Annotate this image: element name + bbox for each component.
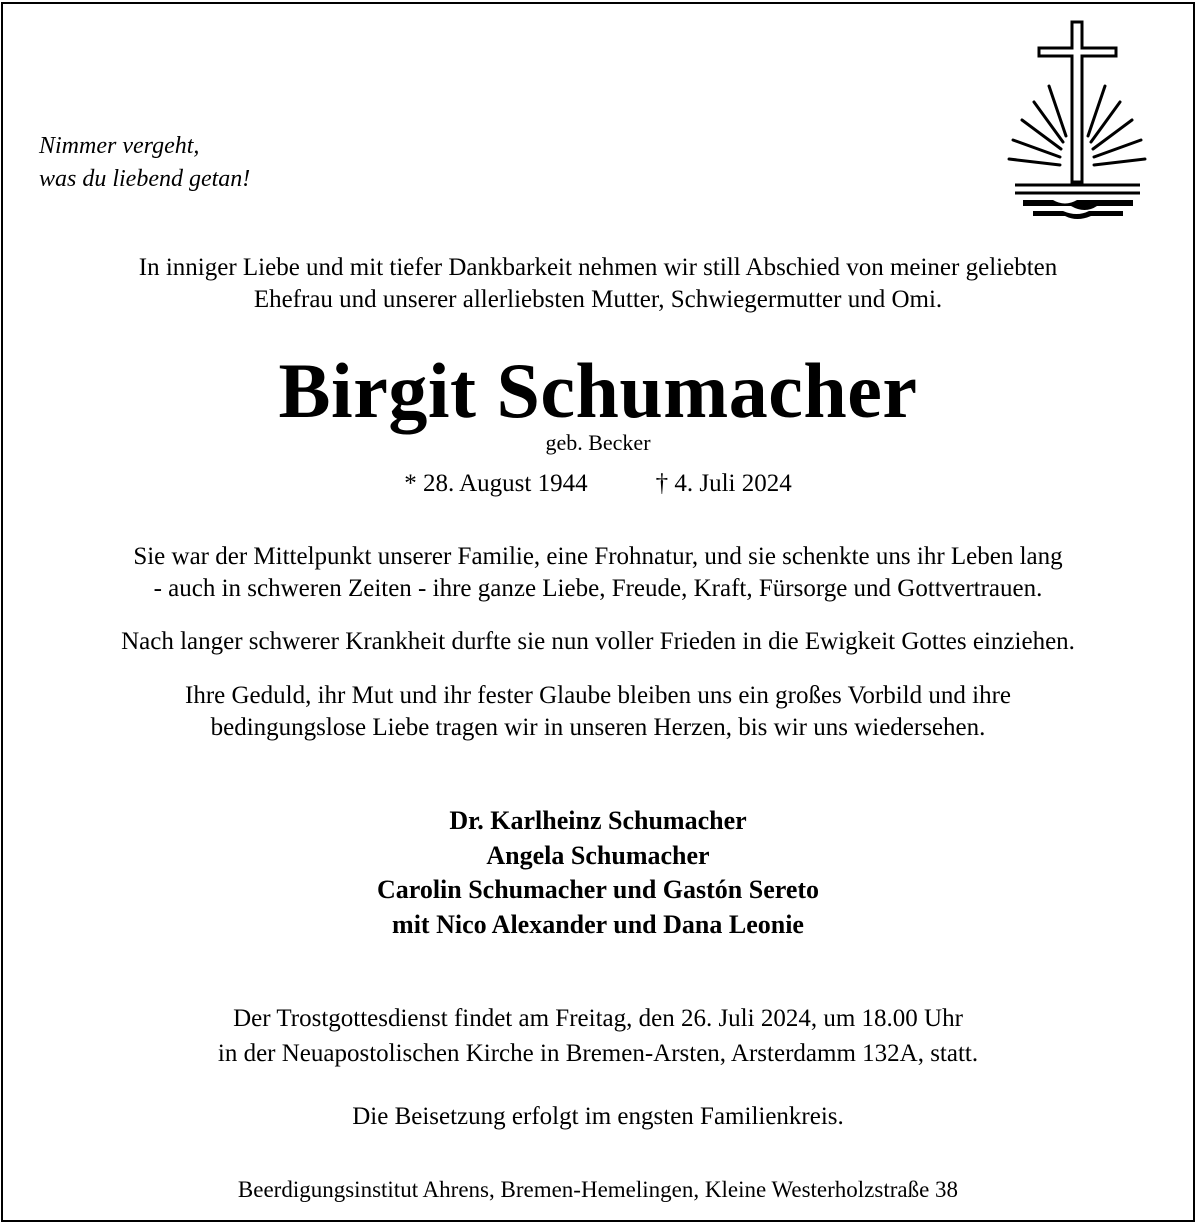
mourner: Carolin Schumacher und Gastón Sereto: [376, 875, 820, 904]
death-date: † 4. Juli 2024: [655, 470, 792, 497]
tribute-line: Sie war der Mittelpunkt unserer Familie, eine Frohnatur, und sie schenkte uns ihr Leben lang: [133, 543, 1063, 570]
service-info: [3, 1001, 1193, 1071]
service-line-1: Der Trostgottesdienst findet am Freitag, den 26. Juli 2024, um 18.00 Uhr: [233, 1005, 963, 1032]
tribute-line: Ihre Geduld, ihr Mut und ihr fester Glaube bleiben uns ein großes Vorbild und ihre: [185, 682, 1011, 709]
burial-info: Die Beisetzung erfolgt im engsten Familienkreis.: [352, 1103, 844, 1130]
mourner: Angela Schumacher: [486, 840, 710, 870]
obituary-notice: [1, 2, 1195, 1222]
birth-name: geb. Becker: [545, 430, 651, 455]
tribute-paragraph-1: [3, 541, 1193, 605]
tribute-line: Nach langer schwerer Krankheit durfte sie nun voller Frieden in die Ewigkeit Gottes einziehen.: [121, 628, 1075, 655]
deceased-name: Birgit Schumacher: [278, 347, 918, 434]
motto: [39, 130, 250, 196]
mourner: mit Nico Alexander und Dana Leonie: [392, 909, 804, 939]
life-dates: [3, 468, 1193, 500]
motto-line-1: Nimmer vergeht,: [39, 133, 200, 159]
intro-line-2: Ehefrau und unserer allerliebsten Mutter, Schwiegermutter und Omi.: [253, 286, 943, 313]
mourners-list: [3, 804, 1193, 942]
motto-line-2: was du liebend getan!: [39, 166, 251, 192]
mourner: Dr. Karlheinz Schumacher: [449, 806, 747, 835]
tribute-paragraph-3: [3, 680, 1193, 744]
tribute-line: - auch in schweren Zeiten - ihre ganze Liebe, Freude, Kraft, Fürsorge und Gottvertrauen.: [153, 575, 1043, 602]
intro-line-1: In inniger Liebe und mit tiefer Dankbarkeit nehmen wir still Abschied von meiner geliebten: [138, 254, 1058, 281]
intro-text: [3, 252, 1193, 316]
undertaker-info: Beerdigungsinstitut Ahrens, Bremen-Hemelingen, Kleine Westerholzstraße 38: [237, 1177, 959, 1202]
tribute-line: bedingungslose Liebe tragen wir in unseren Herzen, bis wir uns wiedersehen.: [210, 714, 986, 741]
birth-date: * 28. August 1944: [404, 470, 588, 497]
tribute-paragraph-2: [3, 626, 1193, 658]
service-line-2: in der Neuapostolischen Kirche in Bremen-Arsten, Arsterdamm 132A, statt.: [217, 1040, 979, 1067]
cross-sunrise-icon: [1005, 16, 1150, 221]
